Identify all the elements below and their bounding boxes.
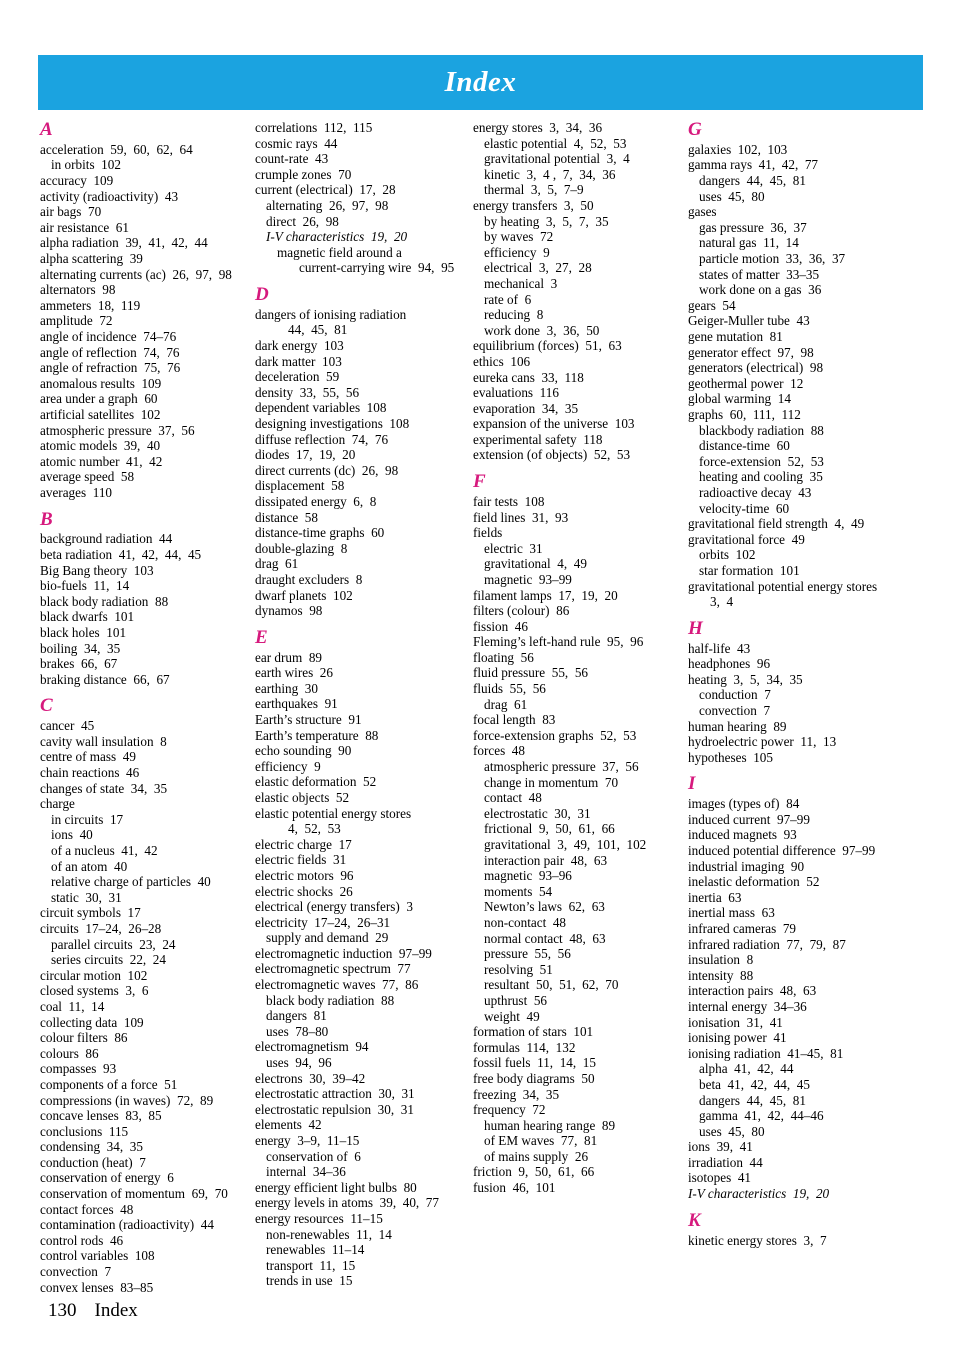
- index-entry: conservation of momentum 69, 70: [40, 1186, 228, 1202]
- index-entry: fluids 55, 56: [473, 681, 546, 697]
- index-entry: fair tests 108: [473, 493, 545, 509]
- index-entry: circuit symbols 17: [40, 905, 141, 921]
- index-entry: energy resources 11–15: [255, 1210, 383, 1226]
- index-entry: freezing 34, 35: [473, 1086, 560, 1102]
- index-entry: angle of reflection 74, 76: [40, 344, 180, 360]
- index-entry: I-V characteristics 19, 20: [688, 1186, 830, 1202]
- index-entry: elastic deformation 52: [255, 774, 377, 790]
- index-entry: trends in use 15: [266, 1273, 353, 1289]
- index-entry: energy levels in atoms 39, 40, 77: [255, 1195, 439, 1211]
- index-entry: gravitational 4, 49: [484, 556, 587, 572]
- index-entry: of a nucleus 41, 42: [51, 843, 158, 859]
- index-entry: frictional 9, 50, 61, 66: [484, 821, 615, 837]
- index-entry: heating and cooling 35: [699, 469, 823, 485]
- index-entry: electromagnetic waves 77, 86: [255, 977, 419, 993]
- index-entry: gravitational force 49: [688, 531, 805, 547]
- index-entry: fields: [473, 525, 503, 541]
- index-entry: atmospheric pressure 37, 56: [484, 759, 639, 775]
- index-entry: electricity 17–24, 26–31: [255, 914, 391, 930]
- index-entry: designing investigations 108: [255, 415, 410, 431]
- index-entry: ionising power 41: [688, 1030, 787, 1046]
- index-entry: by waves 72: [484, 229, 554, 245]
- index-entry: gravitational field strength 4, 49: [688, 516, 865, 532]
- index-entry: closed systems 3, 6: [40, 983, 149, 999]
- index-entry: Big Bang theory 103: [40, 562, 154, 578]
- index-entry: beta 41, 42, 44, 45: [699, 1076, 810, 1092]
- index-entry: internal energy 34–36: [688, 998, 807, 1014]
- index-entry: electric charge 17: [255, 836, 352, 852]
- index-entry: dynamos 98: [255, 603, 323, 619]
- index-entry: conservation of 6: [266, 1148, 361, 1164]
- index-entry: air bags 70: [40, 204, 102, 220]
- index-entry: ionisation 31, 41: [688, 1014, 783, 1030]
- index-entry: compasses 93: [40, 1061, 117, 1077]
- index-entry: insulation 8: [688, 952, 754, 968]
- index-entry: series circuits 22, 24: [51, 952, 166, 968]
- index-entry: radioactive decay 43: [699, 484, 812, 500]
- index-entry: gene mutation 81: [688, 329, 783, 345]
- index-entry: atmospheric pressure 37, 56: [40, 422, 195, 438]
- index-entry: alternating 26, 97, 98: [266, 197, 389, 213]
- index-entry: work done on a gas 36: [699, 282, 822, 298]
- index-entry: ear drum 89: [255, 649, 323, 665]
- index-entry: in circuits 17: [51, 811, 124, 827]
- index-letter-heading: C: [40, 695, 53, 717]
- index-entry: irradiation 44: [688, 1154, 763, 1170]
- index-entry: convection 7: [40, 1264, 112, 1280]
- index-entry: direct 26, 98: [266, 213, 339, 229]
- index-entry: weight 49: [484, 1008, 540, 1024]
- index-entry: generators (electrical) 98: [688, 360, 824, 376]
- index-entry: magnetic field around a: [277, 244, 402, 260]
- index-entry: friction 9, 50, 61, 66: [473, 1164, 595, 1180]
- index-entry: I-V characteristics 19, 20: [266, 229, 408, 245]
- index-entry: control rods 46: [40, 1232, 124, 1248]
- index-entry: field lines 31, 93: [473, 509, 569, 525]
- index-column-4: [688, 120, 925, 1295]
- index-entry: alpha 41, 42, 44: [699, 1061, 794, 1077]
- index-entry: convection 7: [699, 702, 771, 718]
- index-entry: dangers 44, 45, 81: [699, 1092, 806, 1108]
- index-entry: fossil fuels 11, 14, 15: [473, 1055, 596, 1071]
- index-entry: earthquakes 91: [255, 696, 338, 712]
- index-entry: kinetic 3, 4 , 7, 34, 36: [484, 166, 616, 182]
- index-entry: hypotheses 105: [688, 749, 773, 765]
- index-entry: density 33, 55, 56: [255, 384, 360, 400]
- index-letter-heading: G: [688, 119, 702, 140]
- index-entry: dark matter 103: [255, 353, 342, 369]
- index-entry: echo sounding 90: [255, 743, 352, 759]
- index-entry: efficiency 9: [255, 758, 321, 774]
- index-entry: formation of stars 101: [473, 1024, 594, 1040]
- footer-page-number: 130: [48, 1300, 77, 1321]
- index-letter-heading: K: [688, 1209, 701, 1231]
- index-entry: drag 61: [255, 556, 299, 572]
- index-entry: heating 3, 5, 34, 35: [688, 671, 803, 687]
- index-entry: contact 48: [484, 790, 542, 806]
- index-entry: coal 11, 14: [40, 998, 105, 1014]
- index-letter-heading: I: [688, 773, 696, 795]
- index-entry: kinetic energy stores 3, 7: [688, 1232, 827, 1248]
- index-entry: star formation 101: [699, 562, 800, 578]
- index-entry: internal 34–36: [266, 1164, 346, 1180]
- index-entry: force-extension 52, 53: [699, 453, 824, 469]
- index-entry: current (electrical) 17, 28: [255, 182, 396, 198]
- index-entry: non-contact 48: [484, 914, 567, 930]
- index-entry: moments 54: [484, 883, 553, 899]
- index-entry: cancer 45: [40, 718, 95, 734]
- index-entry: gravitational 3, 49, 101, 102: [484, 837, 647, 853]
- index-entry: conduction (heat) 7: [40, 1154, 146, 1170]
- index-column-3: [473, 120, 688, 1295]
- index-entry: diodes 17, 19, 20: [255, 447, 356, 463]
- footer-label: Index: [94, 1300, 138, 1321]
- index-entry: mechanical 3: [484, 275, 558, 291]
- index-entry: magnetic 93–99: [484, 571, 572, 587]
- index-entry: draught excluders 8: [255, 571, 363, 587]
- index-entry: forces 48: [473, 743, 525, 759]
- index-entry: dependent variables 108: [255, 400, 387, 416]
- index-entry: induced potential difference 97–99: [688, 843, 876, 859]
- index-entry: double-glazing 8: [255, 540, 348, 556]
- index-entry: fission 46: [473, 618, 528, 634]
- index-entry: resolving 51: [484, 961, 553, 977]
- index-entry: orbits 102: [699, 547, 756, 563]
- index-entry: diffuse reflection 74, 76: [255, 431, 389, 447]
- index-entry: natural gas 11, 14: [699, 235, 799, 251]
- index-entry: dangers 81: [266, 1008, 327, 1024]
- index-entry: angle of refraction 75, 76: [40, 360, 181, 376]
- index-entry: displacement 58: [255, 478, 345, 494]
- index-entry: Earth’s temperature 88: [255, 727, 379, 743]
- index-entry: renewables 11–14: [266, 1242, 365, 1258]
- index-entry: drag 61: [484, 696, 528, 712]
- index-entry: activity (radioactivity) 43: [40, 188, 179, 204]
- index-entry: resultant 50, 51, 62, 70: [484, 977, 619, 993]
- index-entry: background radiation 44: [40, 531, 173, 547]
- index-entry: distance-time 60: [699, 438, 790, 454]
- index-entry: inertial mass 63: [688, 905, 775, 921]
- index-entry: energy efficient light bulbs 80: [255, 1179, 417, 1195]
- index-entry: cosmic rays 44: [255, 135, 338, 151]
- index-entry: human hearing 89: [688, 718, 787, 734]
- index-entry: geothermal power 12: [688, 375, 804, 391]
- index-entry: contact forces 48: [40, 1201, 134, 1217]
- index-entry: accuracy 109: [40, 173, 114, 189]
- index-entry: collecting data 109: [40, 1014, 144, 1030]
- index-entry: industrial imaging 90: [688, 858, 805, 874]
- index-entry: energy transfers 3, 50: [473, 197, 594, 213]
- index-entry: black dwarfs 101: [40, 609, 135, 625]
- index-entry: blackbody radiation 88: [699, 422, 824, 438]
- page-header-band: [38, 55, 923, 110]
- index-entry: interaction pair 48, 63: [484, 852, 608, 868]
- index-entry: extension (of objects) 52, 53: [473, 447, 631, 463]
- index-entry: Earth’s structure 91: [255, 711, 362, 727]
- index-entry: gamma 41, 42, 44–46: [699, 1108, 824, 1124]
- index-entry: black body radiation 88: [40, 593, 169, 609]
- index-entry: gamma rays 41, 42, 77: [688, 157, 819, 173]
- index-entry: 44, 45, 81: [288, 322, 348, 338]
- index-entry: centre of mass 49: [40, 749, 136, 765]
- index-entry: deceleration 59: [255, 369, 340, 385]
- index-entry: dissipated energy 6, 8: [255, 493, 377, 509]
- index-entry: conservation of energy 6: [40, 1170, 174, 1186]
- index-entry: direct currents (dc) 26, 98: [255, 462, 399, 478]
- index-entry: beta radiation 41, 42, 44, 45: [40, 547, 202, 563]
- index-entry: Geiger-Muller tube 43: [688, 313, 810, 329]
- index-entry: relative charge of particles 40: [51, 874, 211, 890]
- index-entry: formulas 114, 132: [473, 1039, 576, 1055]
- index-entry: uses 78–80: [266, 1023, 329, 1039]
- index-entry: force-extension graphs 52, 53: [473, 727, 637, 743]
- index-entry: ionising radiation 41–45, 81: [688, 1045, 844, 1061]
- index-entry: uses 94, 96: [266, 1055, 332, 1071]
- index-column-1: [40, 120, 255, 1295]
- index-letter-heading: E: [255, 626, 268, 648]
- index-entry: velocity-time 60: [699, 500, 790, 516]
- index-entry: electrical 3, 27, 28: [484, 260, 592, 276]
- index-entry: electrons 30, 39–42: [255, 1070, 366, 1086]
- index-entry: electrical (energy transfers) 3: [255, 899, 413, 915]
- index-entry: focal length 83: [473, 712, 556, 728]
- index-entry: particle motion 33, 36, 37: [699, 251, 846, 267]
- index-entry: averages 110: [40, 484, 113, 500]
- index-entry: efficiency 9: [484, 244, 550, 260]
- index-entry: elastic potential 4, 52, 53: [484, 135, 627, 151]
- index-letter-heading: F: [473, 471, 486, 493]
- index-letter-heading: B: [40, 508, 53, 530]
- index-entry: circuits 17–24, 26–28: [40, 920, 162, 936]
- index-entry: Newton’s laws 62, 63: [484, 899, 605, 915]
- index-entry: current-carrying wire 94, 95: [299, 260, 455, 276]
- index-entry: concave lenses 83, 85: [40, 1108, 162, 1124]
- index-entry: circular motion 102: [40, 967, 148, 983]
- index-entry: pressure 55, 56: [484, 946, 571, 962]
- index-entry: galaxies 102, 103: [688, 141, 788, 157]
- index-entry: air resistance 61: [40, 219, 129, 235]
- index-entry: generator effect 97, 98: [688, 344, 814, 360]
- index-entry: uses 45, 80: [699, 188, 765, 204]
- index-entry: induced current 97–99: [688, 811, 810, 827]
- index-entry: graphs 60, 111, 112: [688, 406, 801, 422]
- index-entry: elastic potential energy stores: [255, 805, 412, 821]
- index-entry: intensity 88: [688, 967, 754, 983]
- index-entry: earthing 30: [255, 680, 318, 696]
- index-letter-heading: H: [688, 617, 703, 639]
- index-entry: normal contact 48, 63: [484, 930, 606, 946]
- index-entry: contamination (radioactivity) 44: [40, 1217, 214, 1233]
- index-entry: gas pressure 36, 37: [699, 219, 807, 235]
- index-entry: crumple zones 70: [255, 166, 352, 182]
- index-entry: control variables 108: [40, 1248, 155, 1264]
- page-title: Index: [444, 66, 517, 98]
- index-entry: boiling 34, 35: [40, 640, 121, 656]
- index-entry: correlations 112, 115: [255, 120, 373, 135]
- index-entry: acceleration 59, 60, 62, 64: [40, 141, 193, 157]
- index-entry: infrared cameras 79: [688, 920, 797, 936]
- index-entry: braking distance 66, 67: [40, 671, 170, 687]
- index-column-2: [255, 120, 473, 1295]
- index-entry: change in momentum 70: [484, 774, 619, 790]
- index-entry: electrostatic 30, 31: [484, 805, 591, 821]
- index-entry: transport 11, 15: [266, 1257, 356, 1273]
- index-entry: 4, 52, 53: [288, 821, 341, 837]
- index-entry: dark energy 103: [255, 338, 344, 354]
- index-entry: non-renewables 11, 14: [266, 1226, 392, 1242]
- index-entry: artificial satellites 102: [40, 406, 161, 422]
- index-entry: energy 3–9, 11–15: [255, 1133, 360, 1148]
- index-entry: black body radiation 88: [266, 992, 395, 1008]
- index-entry: evaporation 34, 35: [473, 400, 579, 416]
- index-letter-heading: D: [255, 283, 269, 305]
- index-entry: of mains supply 26: [484, 1148, 589, 1164]
- index-entry: amplitude 72: [40, 313, 113, 329]
- index-entry: electromagnetism 94: [255, 1039, 369, 1055]
- index-entry: dwarf planets 102: [255, 587, 353, 603]
- index-entry: human hearing range 89: [484, 1117, 616, 1133]
- index-entry: dangers of ionising radiation: [255, 306, 407, 322]
- index-entry: anomalous results 109: [40, 375, 162, 391]
- index-entry: dangers 44, 45, 81: [699, 173, 806, 189]
- index-entry: eureka cans 33, 118: [473, 369, 584, 385]
- index-entry: brakes 66, 67: [40, 656, 118, 672]
- index-entry: alternating currents (ac) 26, 97, 98: [40, 266, 232, 282]
- index-entry: charge: [40, 796, 75, 812]
- index-entry: infrared radiation 77, 79, 87: [688, 936, 846, 952]
- index-entry: magnetic 93–96: [484, 868, 572, 884]
- index-entry: bio-fuels 11, 14: [40, 578, 130, 594]
- index-entry: electric 31: [484, 540, 543, 556]
- index-entry: changes of state 34, 35: [40, 780, 168, 796]
- index-entry: Fleming’s left-hand rule 95, 96: [473, 634, 644, 650]
- index-entry: gears 54: [688, 297, 736, 313]
- index-entry: electric motors 96: [255, 867, 354, 883]
- index-entry: electrostatic attraction 30, 31: [255, 1086, 415, 1102]
- index-entry: elements 42: [255, 1117, 322, 1133]
- index-entry: atomic models 39, 40: [40, 438, 161, 454]
- index-entry: chain reactions 46: [40, 765, 140, 781]
- index-entry: free body diagrams 50: [473, 1070, 595, 1086]
- index-entry: conclusions 115: [40, 1123, 129, 1139]
- index-entry: ammeters 18, 119: [40, 297, 141, 313]
- index-entry: alternators 98: [40, 282, 116, 298]
- index-entry: alpha scattering 39: [40, 251, 143, 267]
- index-entry: by heating 3, 5, 7, 35: [484, 213, 609, 229]
- index-entry: compressions (in waves) 72, 89: [40, 1092, 214, 1108]
- index-entry: headphones 96: [688, 656, 771, 672]
- index-entry: parallel circuits 23, 24: [51, 936, 176, 952]
- index-entry: ethics 106: [473, 353, 531, 369]
- index-entry: count-rate 43: [255, 151, 329, 167]
- index-entry: electric shocks 26: [255, 883, 353, 899]
- index-columns: [40, 120, 925, 1295]
- index-entry: evaluations 116: [473, 385, 559, 401]
- index-entry: alpha radiation 39, 41, 42, 44: [40, 235, 208, 251]
- index-entry: frequency 72: [473, 1102, 546, 1118]
- index-entry: in orbits 102: [51, 157, 121, 173]
- index-entry: interaction pairs 48, 63: [688, 983, 817, 999]
- index-entry: conduction 7: [699, 687, 771, 703]
- index-entry: static 30, 31: [51, 889, 122, 905]
- index-entry: black holes 101: [40, 625, 127, 640]
- index-entry: filament lamps 17, 19, 20: [473, 587, 618, 603]
- index-entry: reducing 8: [484, 307, 544, 323]
- index-entry: induced magnets 93: [688, 827, 797, 843]
- index-entry: convex lenses 83–85: [40, 1279, 154, 1295]
- index-entry: electric fields 31: [255, 852, 347, 868]
- index-entry: gases: [688, 204, 717, 220]
- index-entry: angle of incidence 74–76: [40, 329, 177, 345]
- index-entry: elastic objects 52: [255, 789, 350, 805]
- index-entry: components of a force 51: [40, 1076, 178, 1092]
- index-entry: electrostatic repulsion 30, 31: [255, 1101, 414, 1117]
- index-entry: thermal 3, 5, 7–9: [484, 182, 584, 198]
- index-entry: upthrust 56: [484, 992, 548, 1008]
- index-entry: of EM waves 77, 81: [484, 1133, 598, 1149]
- index-entry: distance-time graphs 60: [255, 525, 385, 541]
- index-entry: ions 39, 41: [688, 1139, 753, 1155]
- index-entry: of an atom 40: [51, 858, 128, 874]
- index-entry: 3, 4: [710, 594, 734, 610]
- index-entry: fluid pressure 55, 56: [473, 665, 589, 681]
- index-entry: ions 40: [51, 827, 93, 843]
- index-entry: rate of 6: [484, 291, 532, 307]
- index-entry: inelastic deformation 52: [688, 874, 820, 890]
- index-entry: hydroelectric power 11, 13: [688, 734, 837, 750]
- index-entry: equilibrium (forces) 51, 63: [473, 338, 622, 354]
- index-entry: energy stores 3, 34, 36: [473, 120, 603, 135]
- page-footer: [48, 1300, 138, 1322]
- index-entry: inertia 63: [688, 889, 742, 905]
- index-entry: electromagnetic spectrum 77: [255, 961, 411, 977]
- index-entry: floating 56: [473, 649, 534, 665]
- index-entry: expansion of the universe 103: [473, 416, 635, 432]
- index-entry: work done 3, 36, 50: [484, 322, 600, 338]
- index-entry: average speed 58: [40, 469, 135, 485]
- index-entry: atomic number 41, 42: [40, 453, 163, 469]
- index-entry: isotopes 41: [688, 1170, 752, 1186]
- index-entry: half-life 43: [688, 640, 751, 656]
- index-entry: fusion 46, 101: [473, 1180, 556, 1196]
- index-entry: distance 58: [255, 509, 318, 525]
- index-entry: gravitational potential 3, 4: [484, 151, 630, 167]
- index-entry: uses 45, 80: [699, 1123, 765, 1139]
- index-entry: colour filters 86: [40, 1030, 128, 1046]
- index-entry: area under a graph 60: [40, 391, 158, 407]
- index-entry: states of matter 33–35: [699, 266, 820, 282]
- index-entry: experimental safety 118: [473, 431, 603, 447]
- index-entry: colours 86: [40, 1045, 99, 1061]
- index-entry: images (types of) 84: [688, 796, 800, 812]
- index-entry: supply and demand 29: [266, 930, 389, 946]
- index-entry: global warming 14: [688, 391, 791, 407]
- index-entry: condensing 34, 35: [40, 1139, 143, 1155]
- index-entry: electromagnetic induction 97–99: [255, 945, 432, 961]
- index-entry: filters (colour) 86: [473, 603, 570, 619]
- index-entry: cavity wall insulation 8: [40, 733, 167, 749]
- index-entry: gravitational potential energy stores: [688, 578, 878, 594]
- index-letter-heading: A: [40, 119, 53, 140]
- index-entry: earth wires 26: [255, 665, 333, 681]
